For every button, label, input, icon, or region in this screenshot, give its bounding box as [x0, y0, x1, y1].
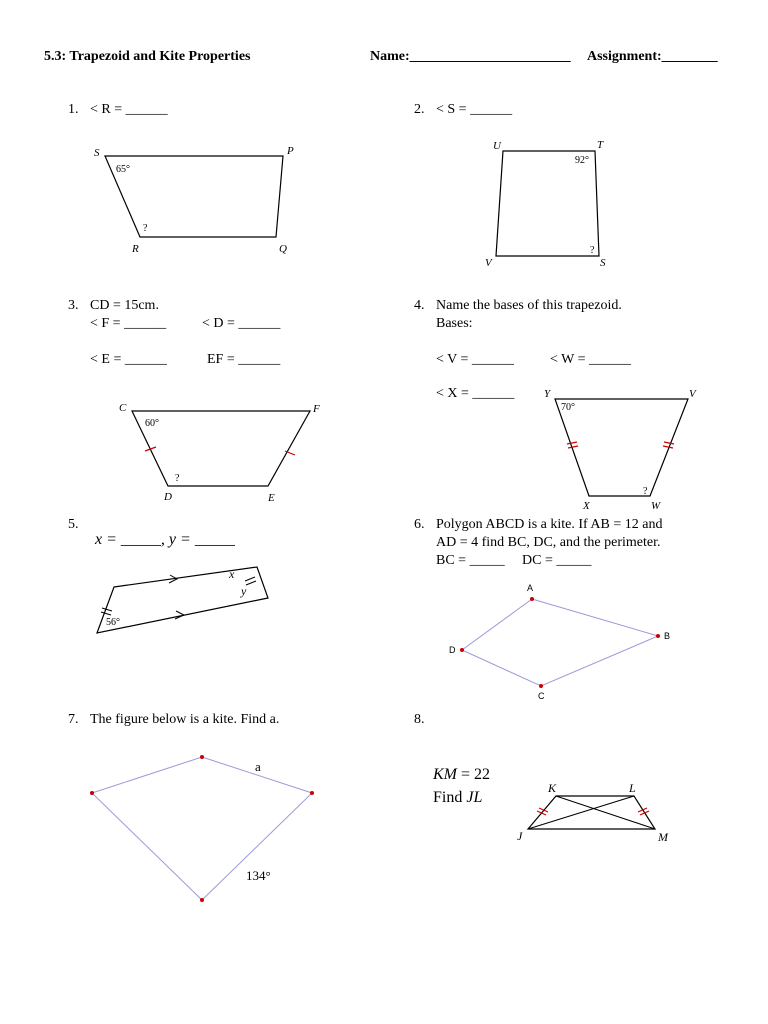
problem-3-angle-e: < E = ______ — [90, 352, 167, 367]
problem-3-trapezoid-figure — [110, 398, 330, 508]
vertex-label-x: X — [583, 500, 590, 512]
segment-jl: JL — [466, 789, 483, 806]
trapezoid-5 — [97, 567, 268, 633]
name-field: Name:_______________________ — [370, 49, 571, 64]
problem-5-question — [95, 531, 235, 549]
problem-7-number: 7. — [68, 712, 79, 727]
vertex-label-f: F — [313, 403, 320, 415]
congruent-tick-right-1 — [245, 577, 255, 581]
angle-s-unknown: ? — [590, 245, 595, 256]
congruent-tick-jk-1 — [537, 811, 546, 815]
problem-6-bc: BC = _____ — [436, 553, 505, 568]
problem-3-angle-f: < F = ______ — [90, 316, 167, 331]
diagonal-jl — [528, 796, 634, 829]
kite-vertex-bottom — [200, 898, 204, 902]
congruent-tick-vw-2 — [663, 446, 673, 448]
kite-vertex-right — [310, 791, 314, 795]
side-a-label: a — [255, 759, 261, 774]
vertex-label-t: T — [597, 139, 604, 151]
problem-4-question: Name the bases of this trapezoid. — [436, 298, 622, 313]
congruent-tick-yx-2 — [568, 446, 578, 448]
vertex-label-c: C — [119, 402, 127, 414]
vertex-label-d: D — [449, 645, 456, 655]
trapezoid-klmj — [528, 796, 655, 829]
problem-4-angle-w: < W = ______ — [550, 352, 631, 367]
vertex-label-w: W — [651, 500, 661, 512]
angle-56-label: 56° — [106, 617, 120, 628]
x-blank: _____ — [120, 531, 161, 548]
problem-8-trapezoid-figure — [510, 778, 680, 848]
vertex-label-p: P — [287, 145, 294, 157]
point-d — [460, 648, 464, 652]
vertex-label-v: V — [689, 388, 696, 400]
kite-7 — [92, 757, 312, 900]
problem-3-number: 3. — [68, 298, 79, 313]
vertex-label-r: R — [132, 243, 139, 255]
vertex-label-s: S — [94, 147, 100, 159]
problem-1-question: < R = ______ — [90, 102, 168, 117]
point-a — [530, 597, 534, 601]
congruent-tick-yx-1 — [567, 442, 577, 444]
congruent-tick-left-1 — [102, 608, 112, 611]
problem-7-kite-figure — [80, 745, 340, 915]
vertex-label-v: V — [485, 257, 492, 269]
problem-1-number: 1. — [68, 102, 79, 117]
assignment-field: Assignment:________ — [587, 49, 718, 64]
km-value: = 22 — [457, 766, 491, 783]
congruent-tick-right-2 — [246, 581, 256, 585]
problem-1-trapezoid-figure — [85, 140, 305, 265]
angle-w-unknown: ? — [643, 486, 648, 497]
vertex-label-b: B — [664, 631, 671, 641]
congruent-tick-vw-1 — [664, 442, 674, 444]
diagonal-km — [556, 796, 655, 829]
angle-s-label: 65° — [116, 164, 130, 175]
problem-6-line1: Polygon ABCD is a kite. If AB = 12 and — [436, 517, 663, 532]
angle-c-label: 60° — [145, 418, 159, 429]
kite-vertex-top — [200, 755, 204, 759]
problem-5-number: 5. — [68, 517, 79, 532]
problem-3-angle-d: < D = ______ — [202, 316, 281, 331]
point-c — [539, 684, 543, 688]
problem-8-number: 8. — [414, 712, 425, 727]
problem-4-number: 4. — [414, 298, 425, 313]
vertex-label-e: E — [268, 492, 275, 504]
vertex-label-u: U — [493, 140, 501, 152]
problem-2-trapezoid-figure — [480, 135, 620, 275]
angle-134-label: 134° — [246, 868, 271, 883]
vertex-label-d: D — [164, 491, 172, 503]
vertex-label-y: Y — [544, 388, 551, 400]
worksheet-title: 5.3: Trapezoid and Kite Properties — [44, 49, 251, 64]
variable-y-label: y — [241, 584, 247, 598]
segment-km: KM — [433, 766, 457, 783]
problem-4-angle-v: < V = ______ — [436, 352, 514, 367]
congruent-tick-left-2 — [101, 612, 111, 615]
vertex-label-m: M — [658, 830, 668, 844]
vertex-label-c: C — [538, 691, 545, 701]
problem-6-dc: DC = _____ — [522, 553, 592, 568]
problem-2-number: 2. — [414, 102, 425, 117]
vertex-label-a: A — [527, 583, 534, 593]
vertex-label-k: K — [548, 781, 557, 795]
vertex-label-s: S — [600, 257, 606, 269]
problem-4-bases: Bases: — [436, 316, 473, 331]
problem-7-question: The figure below is a kite. Find a. — [90, 712, 280, 727]
variable-x-label: x — [229, 567, 235, 581]
problem-4-angle-x: < X = ______ — [436, 386, 515, 401]
y-blank: _____ — [194, 531, 235, 548]
problem-8-given — [433, 766, 490, 784]
point-b — [656, 634, 660, 638]
problem-6-line2: AD = 4 find BC, DC, and the perimeter. — [436, 535, 661, 550]
problem-6-number: 6. — [414, 517, 425, 532]
kite-abcd — [462, 599, 658, 686]
angle-d-unknown: ? — [175, 473, 180, 484]
problem-5-trapezoid-figure — [85, 558, 285, 643]
y-equals: , y = — [160, 531, 195, 548]
find-word: Find — [433, 789, 467, 806]
trapezoid-spqr — [105, 156, 283, 237]
kite-vertex-left — [90, 791, 94, 795]
vertex-label-j: J — [517, 829, 523, 843]
problem-2-question: < S = ______ — [436, 102, 513, 117]
problem-3-length-ef: EF = ______ — [207, 352, 281, 367]
angle-r-unknown: ? — [143, 223, 148, 234]
angle-y-label: 70° — [561, 402, 575, 413]
angle-t-label: 92° — [575, 155, 589, 166]
x-equals: x = — [95, 531, 121, 548]
trapezoid-utsv — [496, 151, 599, 256]
problem-6-kite-figure — [440, 578, 680, 703]
vertex-label-q: Q — [279, 243, 287, 255]
problem-3-given: CD = 15cm. — [90, 298, 159, 313]
problem-4-trapezoid-figure — [540, 385, 710, 515]
vertex-label-l: L — [629, 781, 636, 795]
problem-8-find — [433, 789, 482, 807]
